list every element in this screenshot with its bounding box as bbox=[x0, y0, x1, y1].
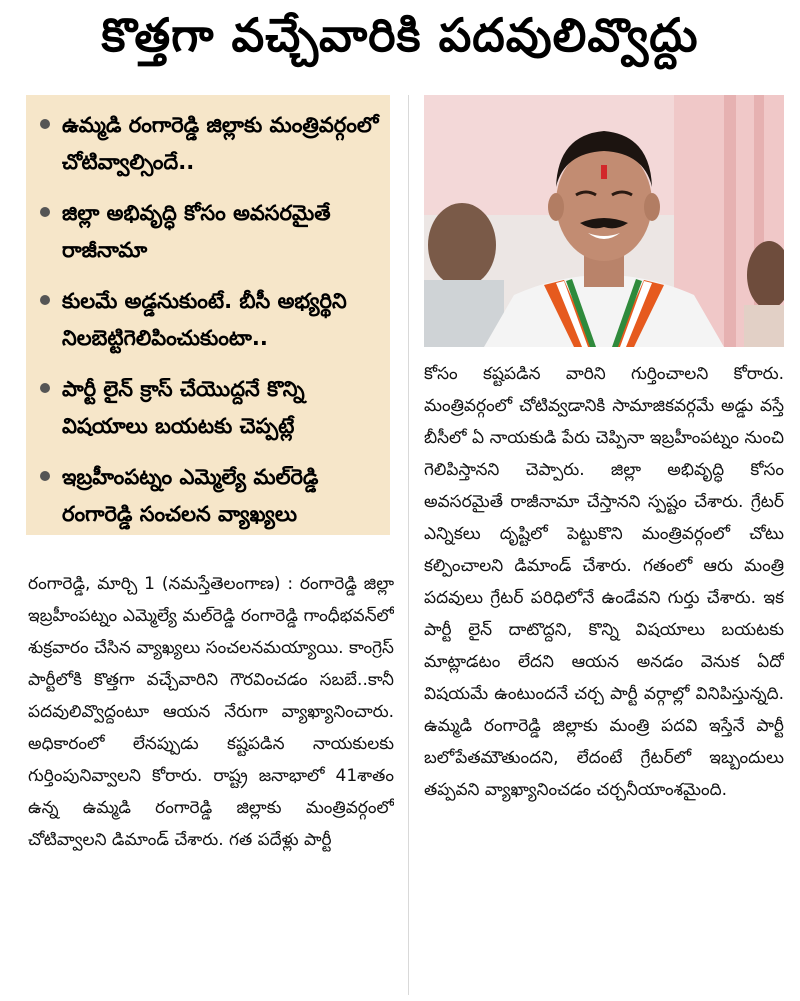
highlight-item bbox=[34, 107, 382, 181]
highlight-item bbox=[34, 371, 382, 445]
bullet-icon bbox=[40, 119, 50, 129]
bullet-icon bbox=[40, 383, 50, 393]
portrait-photo bbox=[424, 95, 784, 347]
portrait-illustration bbox=[424, 95, 784, 347]
bullet-icon bbox=[40, 295, 50, 305]
highlight-text: జిల్లా అభివృద్ధి కోసం అవసరమైతే రాజీనామా bbox=[62, 201, 331, 262]
column-divider bbox=[408, 95, 409, 995]
highlight-item bbox=[34, 459, 382, 533]
highlights-box bbox=[26, 95, 390, 535]
highlight-text: ఇబ్రహీంపట్నం ఎమ్మెల్యే మల్‌రెడ్డి రంగారెడ్డి సంచలన వ్యాఖ్యలు bbox=[62, 465, 319, 526]
highlight-text: పార్టీ లైన్ క్రాస్ చేయొద్దనే కొన్ని విషయాలు బయటకు చెప్పట్లే bbox=[62, 377, 305, 438]
headline: కొత్తగా వచ్చేవారికి పదవులివ్వొద్దు bbox=[101, 8, 699, 62]
highlight-text: కులమే అడ్డనుకుంటే. బీసీ అభ్యర్థిని నిలబెట్టిగెలిపించుకుంటా.. bbox=[62, 289, 347, 350]
article-column-left: రంగారెడ్డి, మార్చి 1 (నమస్తేతెలంగాణ) : రంగారెడ్డి జిల్లా ఇబ్రహీంపట్నం ఎమ్మెల్యే మల్‌రెడ్డి రంగారెడ్డి గాంధీభవన్‌లో శుక్రవారం చేసిన వ్యాఖ్యలు సంచలనమయ్యాయి. కాంగ్రెస్ పార్టీలోకి కొత్తగా వచ్చేవారిని గౌరవించడం సబబే..కానీ పదవులివ్వొద్దంటూ ఆయన నేరుగా వ్యాఖ్యానించారు. అధికారంలో లేనప్పుడు కష్టపడిన నాయకులకు గుర్తింపునివ్వాలని కోరారు. రాష్ట్ర జనాభాలో 41శాతం ఉన్న ఉమ్మడి రంగారెడ్డి జిల్లాకు మంత్రివర్గంలో చోటివ్వాలని డిమాండ్ చేశారు. గత పదేళ్లు పార్టీ bbox=[28, 574, 394, 850]
bullet-icon bbox=[40, 471, 50, 481]
highlight-item bbox=[34, 195, 382, 269]
highlight-text: ఉమ్మడి రంగారెడ్డి జిల్లాకు మంత్రివర్గంలో చోటివ్వాల్సిందే.. bbox=[62, 113, 379, 174]
highlight-item bbox=[34, 283, 382, 357]
bullet-icon bbox=[40, 207, 50, 217]
article-column-right: కోసం కష్టపడిన వారిని గుర్తించాలని కోరారు. మంత్రివర్గంలో చోటివ్వడానికి సామాజికవర్గమే అడ్డు వస్తే బీసీలో ఏ నాయకుడి పేరు చెప్పినా ఇబ్రహీంపట్నం నుంచి గెలిపిస్తానని చెప్పారు. జిల్లా అభివృద్ధి కోసం అవసరమైతే రాజీనామా చేస్తానని స్పష్టం చేశారు. గ్రేటర్ ఎన్నికలు దృష్టిలో పెట్టుకొని మంత్రివర్గంలో చోటు కల్పించాలని డిమాండ్ చేశారు. గతంలో ఆరు మంత్రి పదవులు గ్రేటర్ పరిధిలోనే ఉండేవని గుర్తు చేశారు. ఇక పార్టీ లైన్ దాటొద్దని, కొన్ని విషయాలు బయటకు మాట్లాడటం లేదని ఆయన అనడం వెనుక ఏదో విషయమే ఉంటుందనే చర్చ పార్టీ వర్గాల్లో వినిపిస్తున్నది. ఉమ్మడి రంగారెడ్డి జిల్లాకు మంత్రి పదవి ఇస్తేనే పార్టీ బలోపేతమౌతుందని, లేదంటే గ్రేటర్‌లో ఇబ్బందులు తప్పవని వ్యాఖ్యానించడం చర్చనీయాంశమైంది. bbox=[424, 364, 784, 800]
